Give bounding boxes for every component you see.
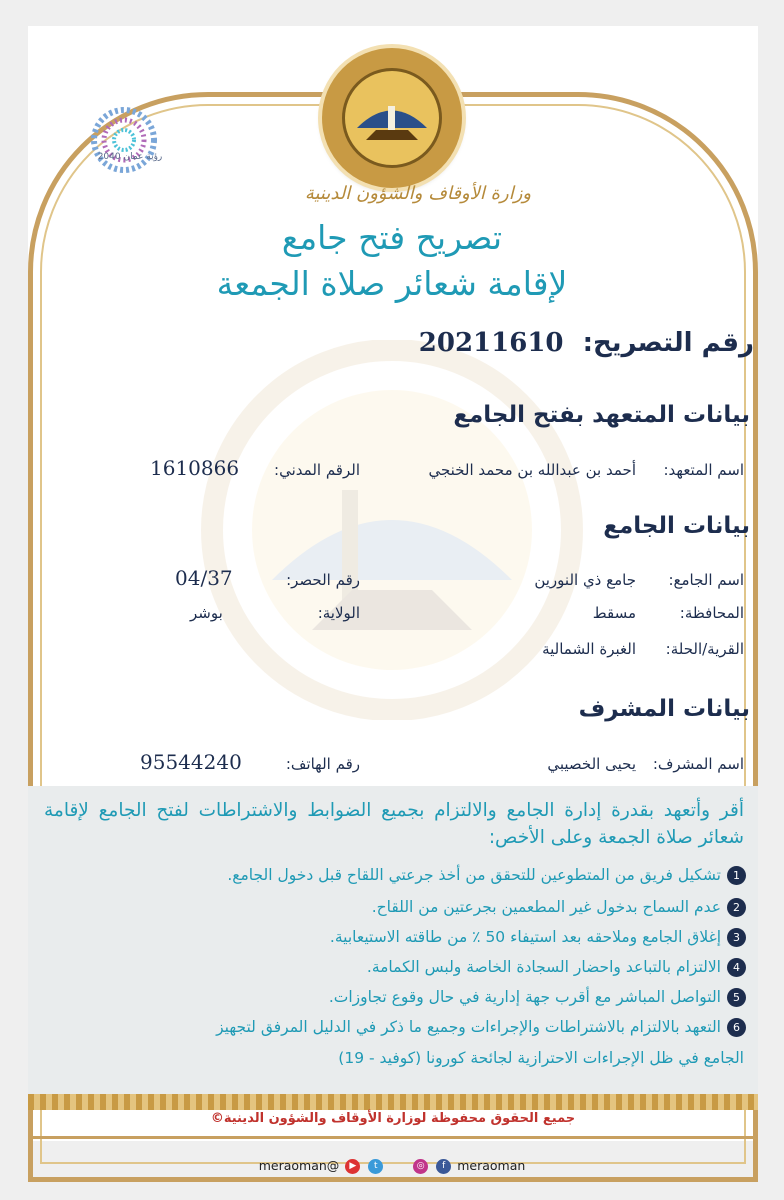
village-label: القرية/الحلة: [665, 640, 744, 658]
facebook-icon[interactable]: f [436, 1159, 451, 1174]
pledge-item [227, 866, 746, 885]
pledge-item [372, 898, 746, 917]
pledge-item-text: التواصل المباشر مع أقرب جهة إدارية في حال وقوع تجاوزات. [328, 988, 721, 1006]
supervisor-section-heading: بيانات المشرف [578, 696, 750, 722]
twitter-icon[interactable]: t [368, 1159, 383, 1174]
oman-vision-2040-logo [84, 100, 174, 190]
undertaker-section-heading: بيانات المتعهد بفتح الجامع [453, 402, 750, 428]
pledge-item-text: تشكيل فريق من المتطوعين للتحقق من أخذ جرعتي اللقاح قبل دخول الجامع. [227, 866, 721, 884]
footer-divider [28, 1136, 758, 1139]
item-number-badge: 5 [727, 988, 746, 1007]
social-handle-left[interactable]: meraoman@ [258, 1158, 340, 1173]
pledge-item-text: التعهد بالالتزام بالاشتراطات والإجراءات وجميع ما ذكر في الدليل المرفق لتجهيز [216, 1018, 721, 1036]
supervisor-name-label: اسم المشرف: [652, 755, 744, 773]
census-number-value: 04/37 [175, 566, 233, 590]
item-number-badge: 4 [727, 958, 746, 977]
pledge-item-text: عدم السماح بدخول غير المطعمين بجرعتين من اللقاح. [371, 898, 721, 916]
governorate-label: المحافظة: [679, 604, 744, 622]
pledge-item-text: الالتزام بالتباعد واحضار السجادة الخاصة ولبس الكمامة. [366, 958, 721, 976]
item-number-badge: 2 [727, 898, 746, 917]
social-handle-right[interactable]: meraoman [457, 1158, 526, 1173]
census-number-label: رقم الحصر: [286, 571, 360, 589]
ministry-emblem-watermark [182, 340, 602, 720]
governorate-value: مسقط [592, 604, 636, 622]
wilayat-label: الولاية: [317, 604, 360, 622]
instagram-icon[interactable]: ◎ [413, 1159, 428, 1174]
pledge-item [216, 1018, 746, 1037]
pledge-intro: أقر وأتعهد بقدرة إدارة الجامع والالتزام بجميع الضوابط والاشتراطات لفتح الجامع لإقامة شعائر صلاة الجمعة وعلى الأخص: [44, 800, 744, 848]
supervisor-name-value: يحيى الخصيبي [547, 755, 636, 773]
mosque-name-value: جامع ذي النورين [534, 571, 636, 589]
pledge-item [367, 958, 746, 977]
permit-number-value: 20211610 [418, 328, 564, 358]
item-number-badge: 6 [727, 1018, 746, 1037]
phone-label: رقم الهاتف: [285, 755, 360, 773]
item-number-badge: 1 [727, 866, 746, 885]
social-handles [0, 1158, 784, 1174]
youtube-icon[interactable]: ▶ [345, 1159, 360, 1174]
permit-number-label: رقم التصريح: [582, 328, 754, 358]
mosque-book-icon [352, 88, 432, 148]
undertaker-name-value: أحمد بن عبدالله بن محمد الخنجي [428, 461, 636, 479]
mosque-name-label: اسم الجامع: [668, 571, 744, 589]
undertaker-name-label: اسم المتعهد: [663, 461, 744, 479]
vision-logo-text: رؤية عمان 2040 [97, 152, 163, 162]
pledge-item [329, 988, 746, 1007]
permit-subtitle: لإقامة شعائر صلاة الجمعة [216, 264, 568, 303]
wilayat-value: بوشر [190, 604, 223, 622]
mosque-section-heading: بيانات الجامع [603, 513, 750, 539]
permit-title: تصريح فتح جامع [281, 218, 503, 257]
item-number-badge: 3 [727, 928, 746, 947]
gold-ornament-band [28, 1094, 758, 1110]
civil-id-value: 1610866 [150, 456, 240, 480]
pledge-item-text: إغلاق الجامع وملاحقه بعد استيفاء 50 ٪ من طاقته الاستيعابية. [329, 928, 721, 946]
pledge-item [330, 928, 746, 947]
pledge-item-continuation: الجامع في ظل الإجراءات الاحترازية لجائحة كورونا (كوفيد - 19) [338, 1049, 744, 1067]
phone-value: 95544240 [140, 750, 242, 774]
civil-id-label: الرقم المدني: [274, 461, 360, 479]
village-value: الغبرة الشمالية [542, 640, 636, 658]
copyright-text: جميع الحقوق محفوظة لوزارة الأوقاف والشؤون الدينية© [210, 1111, 576, 1126]
ministry-name: وزارة الأوقاف والشؤون الدينية [304, 183, 532, 204]
permit-number-row [419, 328, 754, 358]
